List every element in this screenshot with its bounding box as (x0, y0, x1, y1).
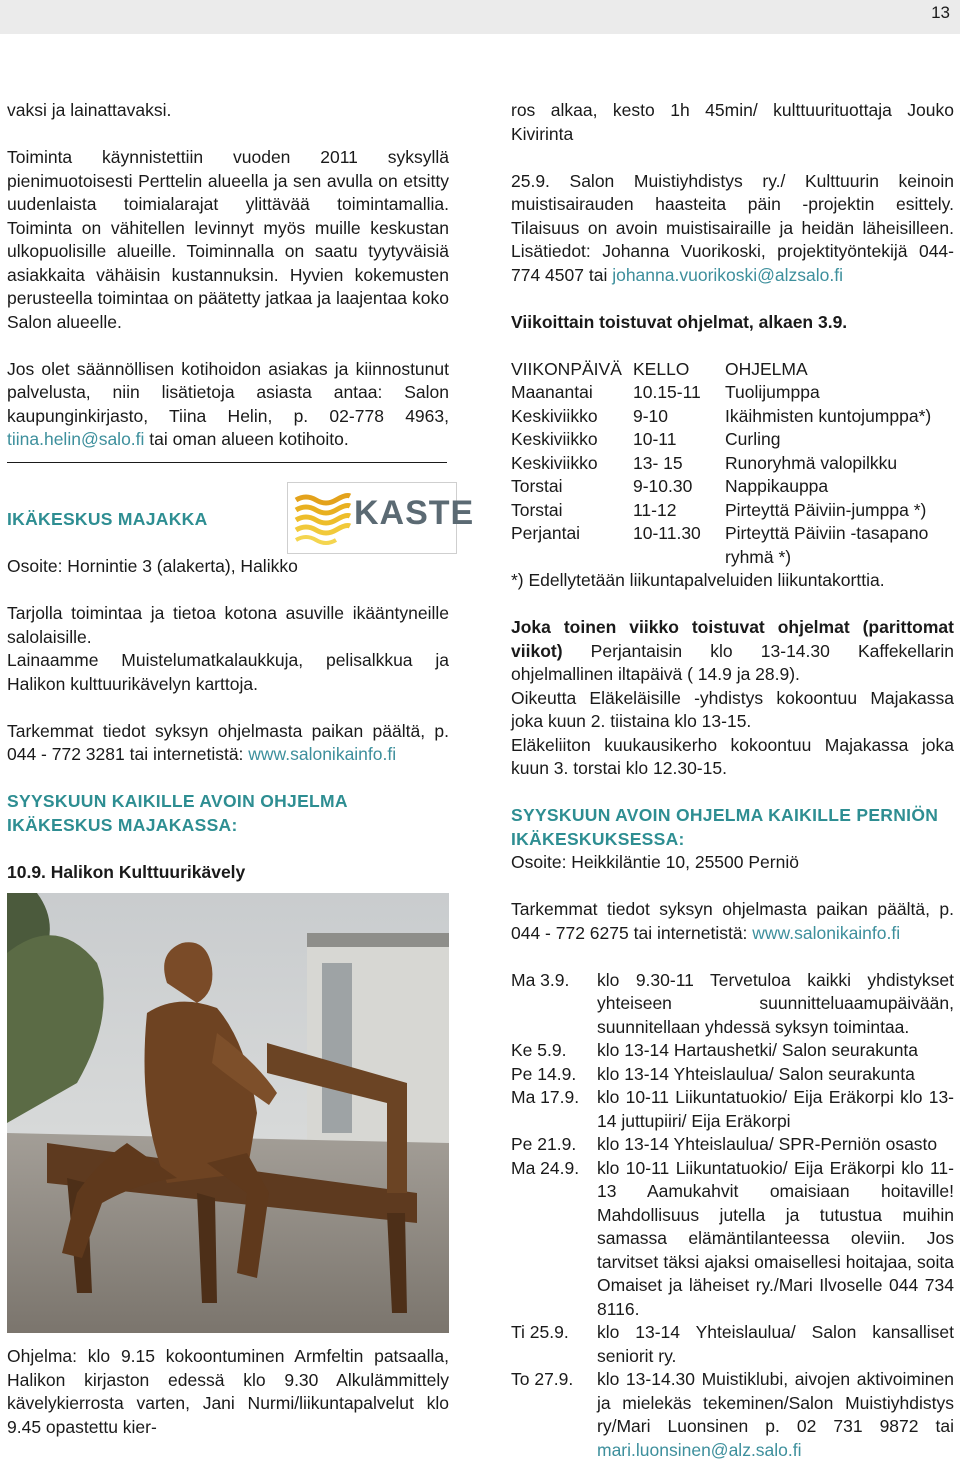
kaste-logo-text: KASTE (354, 493, 475, 532)
table-cell: Keskiviikko (511, 452, 598, 473)
paragraph-program-continued: ros alkaa, kesto 1h 45min/ kulttuurituottaja Jouko Kivirinta (511, 100, 954, 144)
paragraph-program-start: Ohjelma: klo 9.15 kokoontuminen Armfeltin patsaalla, Halikon kirjaston edessä klo 9.30 Alkulämmittely kävelykierrosta varten, Jani Nurmi/liikuntapalvelut klo 9.45 opastettu kier- (7, 1346, 449, 1437)
email-link-johanna[interactable]: johanna.vuorikoski@alzsalo.fi (612, 264, 844, 285)
table-cell: Perjantai (511, 523, 581, 543)
table-footnote: *) Edellytetään liikuntapalveluiden liikuntakorttia. (511, 570, 885, 590)
right-column (511, 99, 954, 1462)
schedule-text: klo 10-11 Liikuntatuokio/ Eija Eräkorpi klo 13-14 juttupiiri/ Eija Eräkorpi (597, 1087, 954, 1131)
table-cell: Nappikauppa (725, 476, 829, 496)
pernio-schedule (511, 969, 954, 1463)
address-majakka: Osoite: Hornintie 3 (alakerta), Halikko (7, 556, 298, 576)
schedule-date: To 27.9. (511, 1369, 574, 1389)
event-title: 10.9. Halikon Kulttuurikävely (7, 861, 246, 882)
email-link-tiina[interactable]: tiina.helin@salo.fi (7, 429, 145, 449)
kaste-wave-icon (292, 490, 352, 546)
paragraph-muistiyhdistys: 25.9. Salon Muistiyhdistys ry./ Kulttuurin keinoin muistisairauden haasteita päin -projektin esittely. Tilaisuus on avoin muistisairaille ja heidän läheisilleen. Lisätiedot: Johanna Vuorikoski, projektityöntekijä 044-774 4507 tai johanna.vuorikoski@alzsalo.fi (511, 170, 954, 285)
table-cell: 13- 15 (633, 452, 683, 473)
schedule-date: Ma 3.9. (511, 969, 570, 990)
paragraph-oikeutta: Oikeutta Eläkeläisille -yhdistys kokoontuu Majakassa joka kuun 2. tiistaina klo 13-15. (511, 687, 954, 731)
paragraph-elakeliitto: Eläkeliiton kuukausikerho kokoontuu Majakassa joka kuun 3. torstai klo 12.30-15. (511, 734, 954, 778)
paragraph-continuation: vaksi ja lainattavaksi. (7, 100, 172, 120)
schedule-date: Ma 24.9. (511, 1157, 580, 1178)
table-cell: Torstai (511, 476, 563, 496)
table-cell: Ikäihmisten kuntojumppa*) (725, 405, 932, 426)
kaste-logo (287, 482, 475, 554)
page-number: 13 (931, 3, 950, 22)
table-cell: 10-11.30 (633, 523, 701, 543)
weekly-table (511, 358, 954, 570)
table-cell: Runoryhmä valopilkku (725, 452, 898, 473)
heading-pernio: SYYSKUUN AVOIN OHJELMA KAIKILLE PERNIÖN IKÄKESKUKSESSA: (511, 805, 939, 849)
table-cell: 11-12 (633, 499, 677, 520)
website-link-pernio[interactable]: www.salonikainfo.fi (752, 922, 901, 943)
paragraph-pernio-info: Tarkemmat tiedot syksyn ohjelmasta paikan päältä, p. 044 - 772 6275 tai internetistä: www.salonikainfo.fi (511, 899, 954, 943)
paragraph-more-info: Tarkemmat tiedot syksyn ohjelmasta paikan päältä, p. 044 - 772 3281 tai internetistä: www.salonikainfo.fi (7, 720, 449, 764)
website-link-majakka[interactable]: www.salonikainfo.fi (248, 744, 397, 764)
heading-september-program-majakka: SYYSKUUN KAIKILLE AVOIN OHJELMA IKÄKESKUS MAJAKASSA: (7, 791, 348, 835)
left-column (7, 99, 475, 1439)
paragraph-offer: Tarjolla toimintaa ja tietoa kotona asuville ikääntyneille salolaisille. (7, 603, 449, 647)
page-number-bar (0, 0, 960, 34)
address-pernio: Osoite: Heikkiläntie 10, 25500 Perniö (511, 852, 799, 872)
schedule-text: klo 13-14 Yhteislaulua/ SPR-Perniön osasto (597, 1134, 938, 1154)
schedule-text: klo 10-11 Liikuntatuokio/ Eija Eräkorpi klo 11-13 Aamukahvit omaisiaan hoitaville! Mahdollisuus jutella ja tutustua muihin samassa elämäntilanteessa oleviin. Jos tarvitset täksi ajaksi omaisellesi hoitajaa, soita Omaiset ja läheiset ry./Mari Ilvoselle 044 734 8116. (597, 1157, 954, 1319)
paragraph-contact-info: Jos olet säännöllisen kotihoidon asiakas ja kiinnostunut palvelusta, niin lisätietoja asiasta antaa: Salon kaupunginkirjasto, Tiina Helin, p. 02-778 4963, tiina.helin@salo.fi tai oman alueen kotihoito. (7, 358, 449, 449)
schedule-date: Pe 21.9. (511, 1134, 577, 1154)
table-cell: Tuolijumppa (725, 382, 820, 402)
schedule-text: klo 13-14 Yhteislaulua/ Salon seurakunta (597, 1063, 915, 1084)
paragraph-loans: Lainaamme Muistelumatkalaukkuja, pelisalkkua ja Halikon kulttuurikävelyn karttoja. (7, 650, 449, 694)
table-cell: Torstai (511, 499, 563, 520)
schedule-date: Ti 25.9. (511, 1322, 569, 1342)
table-header-time: KELLO (633, 358, 690, 379)
statue-photo (7, 893, 449, 1333)
table-header-day: VIIKONPÄIVÄ (511, 358, 622, 379)
table-cell: Pirteyttä Päiviin -tasapano ryhmä *) (725, 523, 929, 567)
schedule-text: klo 13-14 Hartaushetki/ Salon seurakunta (597, 1040, 919, 1060)
paragraph-kaste-history: Toiminta käynnistettiin vuoden 2011 syksyllä pienimuotoisesti Perttelin alueella ja sen avulla on etsitty uudenlaista toimialarajat ylittävää toimintamallia. Toiminta on vähitellen levinnyt myös muille keskustan ulkopuolisille alueille. Toiminnalla on saatu tyytyväisiä asiakkaita vähäisin kustannuksin. Hyvien kokemusten perusteella toimintaa on päätetty jatkaa ja laajentaa koko Salon alueelle. (7, 147, 449, 332)
table-cell: Keskiviikko (511, 405, 598, 426)
table-cell: Curling (725, 429, 781, 449)
table-cell: 9-10.30 (633, 476, 693, 496)
paragraph-alternate-weeks: Joka toinen viikko toistuvat ohjelmat (parittomat viikot) Perjantaisin klo 13-14.30 Kaffekellarin ohjelmallinen iltapäivä ( 14.9 ja 28.9). (511, 617, 954, 684)
table-cell: Maanantai (511, 382, 593, 402)
schedule-text-last: klo 13-14.30 Muistiklubi, aivojen aktivoiminen ja mielekäs tekeminen/Salon Muistiyhdistys ry/Mari Luonsinen p. 02 731 9872 tai mari.luonsinen@alz.salo.fi (597, 1369, 954, 1460)
weekly-heading: Viikoittain toistuvat ohjelmat, alkaen 3.9. (511, 311, 848, 332)
heading-ikakeskus-majakka: IKÄKESKUS MAJAKKA (7, 509, 208, 529)
table-cell: Pirteyttä Päiviin-jumppa *) (725, 499, 927, 520)
table-cell: 10-11 (633, 429, 677, 449)
table-cell: 9-10 (633, 405, 669, 426)
table-cell: 10.15-11 (633, 382, 701, 402)
schedule-date: Ma 17.9. (511, 1087, 580, 1107)
email-link-mari[interactable]: mari.luonsinen@alz.salo.fi (597, 1439, 802, 1460)
table-cell: Keskiviikko (511, 429, 598, 449)
schedule-text: klo 13-14 Yhteislaulua/ Salon kansalliset seniorit ry. (597, 1322, 954, 1366)
divider-line (7, 462, 447, 463)
table-header-program: OHJELMA (725, 358, 808, 379)
schedule-date: Pe 14.9. (511, 1063, 577, 1084)
schedule-date: Ke 5.9. (511, 1040, 567, 1060)
schedule-text: klo 9.30-11 Tervetuloa kaikki yhdistykset yhteiseen suunnitteluaamupäivään, suunnitellaan yhdessä syksyn toimintaa. (597, 969, 954, 1037)
